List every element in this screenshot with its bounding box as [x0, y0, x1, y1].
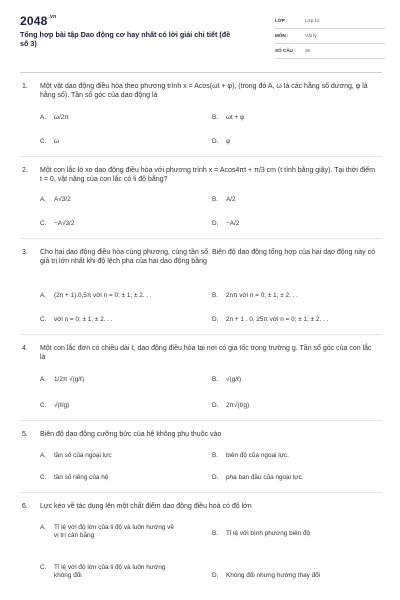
option-3b[interactable] — [212, 292, 298, 300]
question-text: Một vật dao động điều hòa theo phương trình x = Acos(ωt + φ), (trong đó A, ω là các hằng số dương, φ là hằng số). Tần số góc của dao động là — [40, 83, 368, 99]
meta-value: Lớp 12 — [305, 18, 320, 23]
option-label: B. — [212, 196, 219, 203]
option-6d[interactable] — [212, 572, 346, 580]
option-4d[interactable] — [212, 402, 249, 410]
option-4b[interactable] — [212, 376, 241, 384]
divider — [20, 334, 382, 335]
option-2d[interactable] — [212, 220, 239, 228]
option-3d[interactable] — [212, 316, 328, 324]
divider — [20, 420, 382, 421]
page-title: Tổng hợp bài tập Dao động cơ hay nhất có lời giải chi tiết (đề số 3) — [20, 30, 231, 48]
option-label: B. — [212, 292, 219, 299]
option-value: tần số của ngoại lực — [54, 452, 112, 459]
option-label: A. — [40, 292, 47, 299]
divider — [20, 492, 382, 493]
divider — [20, 238, 382, 239]
meta-key: SỐ CÂU : — [275, 48, 296, 53]
header — [20, 14, 382, 66]
option-2a[interactable] — [40, 196, 71, 204]
option-value: 2n + 1 . 0, 25π với n = 0; ± 1; ± 2. . . — [226, 316, 329, 323]
meta-value: 30 — [305, 48, 311, 53]
option-5a[interactable] — [40, 452, 112, 460]
option-1a[interactable] — [40, 114, 69, 122]
option-label: C. — [40, 316, 47, 323]
option-label: A. — [40, 196, 47, 203]
option-value: tần số riêng của hệ — [54, 474, 109, 481]
option-label: A. — [40, 524, 47, 531]
header-divider — [20, 72, 382, 73]
option-2b[interactable] — [212, 196, 236, 204]
option-value: −A/2 — [226, 220, 240, 227]
option-value: với n = 0; ± 1; ± 2. . . — [54, 316, 113, 323]
question-number: 2. — [22, 167, 28, 174]
meta-row-grade — [275, 14, 385, 29]
option-label: C. — [40, 402, 47, 409]
question-text: Cho hai dao động điều hòa cùng phương, cùng tần số. Biên độ dao động tổng hợp của hai dao động này có giá trị lớn nhất khi độ lệch pha của hai dao động bằng — [40, 249, 375, 265]
option-value: −A√3/2 — [54, 220, 75, 227]
option-5b[interactable] — [212, 452, 289, 460]
question-number: 3. — [22, 249, 28, 256]
option-1c[interactable] — [40, 138, 59, 146]
option-value: biên độ của ngoại lực. — [226, 452, 289, 459]
option-value: √(g/ℓ) — [226, 376, 242, 383]
divider — [20, 156, 382, 157]
option-5c[interactable] — [40, 474, 108, 482]
option-value: ω — [54, 138, 59, 145]
option-label: D. — [212, 402, 219, 409]
question-text: Biên độ dao động cưỡng bức của hệ không phụ thuộc vào — [40, 431, 222, 438]
option-6b[interactable] — [212, 530, 346, 538]
option-label: A. — [40, 452, 47, 459]
option-4c[interactable] — [40, 402, 69, 410]
option-label: D. — [212, 316, 219, 323]
option-value: 1/2π √(g/ℓ) — [54, 376, 85, 383]
meta-key: LỚP : — [275, 18, 288, 23]
question-number: 1. — [22, 83, 28, 90]
option-value: Tỉ lệ với độ lớn của li độ và luôn hướng không đổi — [54, 564, 166, 579]
option-label: D. — [212, 474, 219, 481]
option-2c[interactable] — [40, 220, 74, 228]
option-value: Tỉ lệ với độ lớn của li độ và luôn hướng về vị trí cân bằng — [54, 524, 174, 539]
brand-logo[interactable] — [20, 14, 56, 28]
option-value: A/2 — [226, 196, 236, 203]
brand-suffix: .vn — [48, 14, 57, 20]
option-label: B. — [212, 376, 219, 383]
option-value: (2n + 1).0,5π với n = 0; ± 1; ± 2. . . — [54, 292, 152, 299]
question-number: 5. — [22, 431, 28, 438]
option-6a[interactable] — [40, 524, 174, 540]
meta-info — [275, 14, 385, 59]
option-value: ωt + φ — [226, 114, 245, 121]
option-value: 2π√(ℓ/g) — [226, 402, 250, 409]
option-value: ω/2π — [54, 114, 69, 121]
option-value: Không đổi nhưng hướng thay đổi — [226, 572, 321, 579]
question-text: Một con lắc lò xo dao động điều hòa với phương trình x = Acos4πt + π/3 cm (t tính bằng giây). Tại thời điểm t = 0, vật nặng của con lắc có li độ bằng? — [40, 167, 375, 183]
option-label: C. — [40, 138, 47, 145]
meta-value: Vật lý — [305, 33, 317, 38]
option-label: C. — [40, 220, 47, 227]
option-value: Tỉ lệ với bình phương biên độ — [226, 530, 311, 537]
option-5d[interactable] — [212, 474, 303, 482]
question-text: Lực kéo về tác dụng lên một chất điểm dao động điều hoà có độ lớn — [40, 503, 252, 510]
option-label: D. — [212, 220, 219, 227]
option-label: D. — [212, 138, 219, 145]
option-3c[interactable] — [40, 316, 113, 324]
option-label: D. — [212, 572, 219, 579]
option-4a[interactable] — [40, 376, 84, 384]
option-value: pha ban đầu của ngoại lực. — [226, 474, 304, 481]
option-label: A. — [40, 114, 47, 121]
meta-key: MÔN : — [275, 33, 289, 38]
option-3a[interactable] — [40, 292, 152, 300]
option-label: B. — [212, 452, 219, 459]
option-6c[interactable] — [40, 564, 174, 580]
meta-row-count — [275, 44, 385, 59]
brand-name: 2048 — [20, 14, 48, 28]
option-label: A. — [40, 376, 47, 383]
option-1d[interactable] — [212, 138, 230, 146]
question-text: Một con lắc đơn có chiều dài ℓ, dao động điều hòa tại nơi có gia tốc trọng trường g. Tần số góc của con lắc là — [40, 345, 372, 361]
option-value: φ — [226, 138, 231, 145]
option-label: B. — [212, 530, 219, 537]
question-number: 4. — [22, 345, 28, 352]
option-value: √(ℓ/g) — [54, 402, 70, 409]
option-label: B. — [212, 114, 219, 121]
option-label: C. — [40, 474, 47, 481]
option-1b[interactable] — [212, 114, 244, 122]
question-number: 6. — [22, 503, 28, 510]
option-label: C. — [40, 564, 47, 571]
option-value: 2nπ với n = 0; ± 1; ± 2. . . — [226, 292, 298, 299]
option-value: A√3/2 — [54, 196, 71, 203]
meta-row-subject — [275, 29, 385, 44]
